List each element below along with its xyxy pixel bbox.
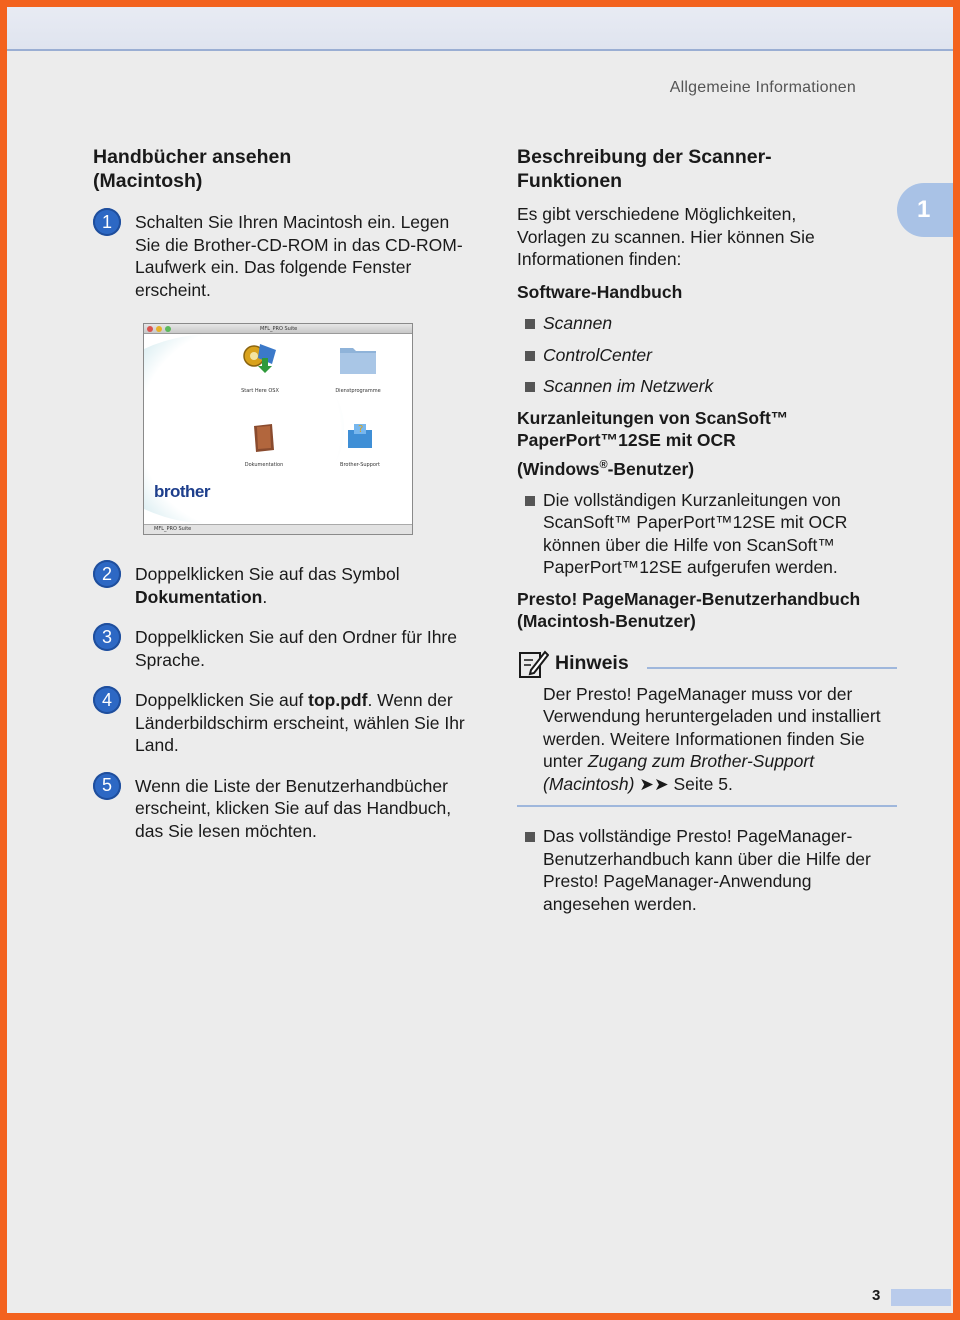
step-number-1: 1 xyxy=(93,208,121,236)
window-footer-bar xyxy=(144,524,412,534)
section-title: Allgemeine Informationen xyxy=(669,79,856,96)
folder-icon xyxy=(338,342,378,376)
step-text: Doppelklicken Sie auf den Ordner für Ihre Sprache. xyxy=(135,627,457,670)
note-header xyxy=(517,647,897,681)
step-bold-text: top.pdf xyxy=(308,690,368,710)
heading-part: -Benutzer) xyxy=(607,458,695,479)
step-text: Schalten Sie Ihren Macintosh ein. Legen Sie die Brother-CD-ROM in das CD-ROM-Laufwerk ein. Das folgende Fenster erscheint. xyxy=(135,212,463,300)
step-1 xyxy=(93,211,465,301)
software-window-screenshot xyxy=(143,323,413,535)
note-title: Hinweis xyxy=(555,652,629,675)
heading-part: (Windows xyxy=(517,458,600,479)
presto-heading: Presto! PageManager-Benutzerhandbuch (Macintosh-Benutzer) xyxy=(517,588,861,632)
window-title: MFL_PRO Suite xyxy=(260,326,298,332)
step-4 xyxy=(93,689,465,757)
step-number-4: 4 xyxy=(93,686,121,714)
step-5 xyxy=(93,775,465,843)
step-text: . Wenn der Länderbildschirm erscheint, wählen Sie Ihr Land. xyxy=(135,690,465,755)
left-heading: Handbücher ansehen (Macintosh) xyxy=(93,146,292,192)
documentation-icon xyxy=(244,420,284,454)
icon-label-start-here: Start Here OSX xyxy=(241,388,279,394)
note-text-part: Seite 5. xyxy=(668,773,733,794)
kurzanleitung-heading: Kurzanleitungen von ScanSoft™ PaperPort™12SE mit OCR xyxy=(517,407,789,450)
note-link[interactable]: Zugang zum Brother-Support (Macintosh) xyxy=(543,751,815,794)
page-number-bar xyxy=(891,1289,951,1306)
svg-text:?: ? xyxy=(358,424,364,435)
list-item: Die vollständigen Kurzanleitungen von ScanSoft™ PaperPort™12SE mit OCR können über die Hilfe von ScanSoft™ PaperPort™12SE aufgerufen werden. xyxy=(517,489,877,579)
window-title-bar xyxy=(144,324,412,334)
step-number-5: 5 xyxy=(93,772,121,800)
icon-label-dienstprogramme: Dienstprogramme xyxy=(335,388,381,394)
step-text: Doppelklicken Sie auf das Symbol xyxy=(135,564,400,584)
note-text-part: Der Presto! PageManager muss vor der Verwendung heruntergeladen und installiert werden. Weitere Informationen finden Sie unter xyxy=(543,683,881,772)
step-text: Doppelklicken Sie auf xyxy=(135,690,309,710)
list-item: Scannen im Netzwerk xyxy=(517,375,897,398)
step-number-2: 2 xyxy=(93,560,121,588)
step-number-3: 3 xyxy=(93,623,121,651)
top-band xyxy=(7,7,953,51)
left-column xyxy=(93,145,465,842)
registered-mark: ® xyxy=(599,458,608,471)
note-box xyxy=(517,647,897,808)
brother-logo: brother xyxy=(154,482,210,501)
support-icon xyxy=(340,418,380,452)
manual-page xyxy=(7,7,953,1313)
list-item: Das vollständige Presto! PageManager-Benutzerhandbuch kann über die Hilfe der Presto! PageManager-Anwendung angesehen werden. xyxy=(517,825,889,915)
software-heading: Software-Handbuch xyxy=(517,281,683,302)
kurzanleitung-heading-windows xyxy=(517,454,897,480)
icon-label-dokumentation: Dokumentation xyxy=(244,462,284,468)
step-2 xyxy=(93,563,465,608)
right-heading: Beschreibung der Scanner-Funktionen xyxy=(517,146,772,192)
step-bold-text: Dokumentation xyxy=(135,586,263,607)
note-text xyxy=(517,683,897,796)
note-pencil-icon xyxy=(517,648,549,680)
page-number: 3 xyxy=(872,1287,881,1304)
list-item: Scannen xyxy=(517,312,897,335)
note-bottom-divider xyxy=(517,805,897,807)
intro-text: Es gibt verschiedene Möglichkeiten, Vorlagen zu scannen. Hier können Sie Informationen finden: xyxy=(517,204,815,269)
note-divider xyxy=(647,667,897,669)
window-footer-text: MFL_PRO Suite xyxy=(154,526,192,532)
arrows-icon: ➤➤ xyxy=(639,773,669,794)
step-text: Wenn die Liste der Benutzerhandbücher erscheint, klicken Sie auf das Handbuch, das Sie lesen möchten. xyxy=(135,775,452,841)
icon-label-brother-support: Brother-Support xyxy=(340,462,380,468)
start-here-icon xyxy=(240,340,280,374)
chapter-tab: 1 xyxy=(897,183,953,237)
step-text: . xyxy=(262,586,268,607)
right-column xyxy=(517,145,897,915)
list-item: ControlCenter xyxy=(517,344,897,367)
window-controls xyxy=(147,326,171,332)
step-3 xyxy=(93,626,465,671)
